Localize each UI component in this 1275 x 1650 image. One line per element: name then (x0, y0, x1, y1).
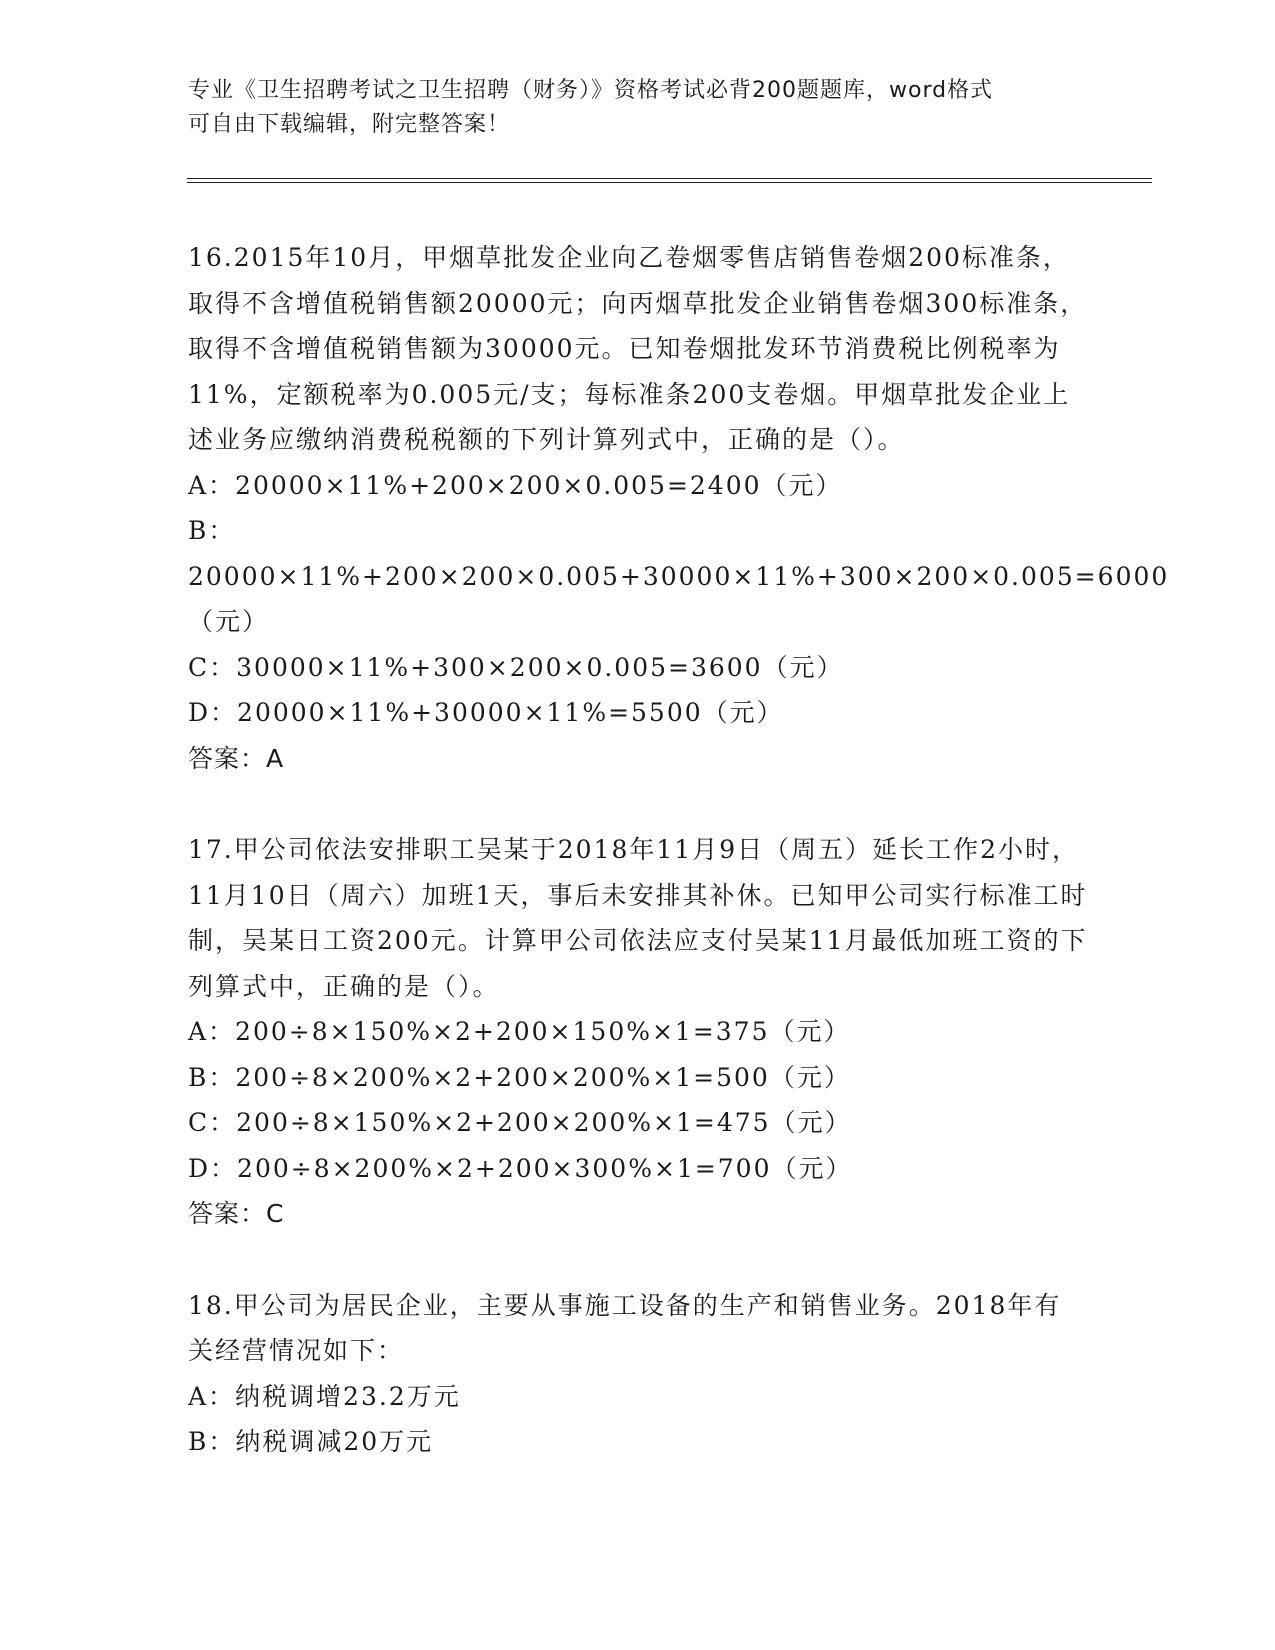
option-a: A：纳税调增23.2万元 (188, 1381, 461, 1411)
option-c: C：30000×11%+300×200×0.005=3600（元） (188, 652, 844, 682)
option-b: B：200÷8×200%×2+200×200%×1=500（元） (188, 1062, 851, 1092)
answer: 答案：A (188, 743, 285, 773)
option-a: A：20000×11%+200×200×0.005=2400（元） (188, 470, 843, 500)
option-d: D：20000×11%+30000×11%=5500（元） (188, 698, 784, 727)
question-stem: 16.2015年10月，甲烟草批发企业向乙卷烟零售店销售卷烟200标准条，取得不含增值税销售额20000元；向丙烟草批发企业销售卷烟300标准条，取得不含增值税销售额为30000元。已知卷烟批发环节消费税比例税率为11%，定额税率为0.005元/支；每标准条200支卷烟。甲烟草批发企业上述业务应缴纳消费税税额的下列计算列式中，正确的是（）。 (188, 243, 1088, 454)
header-divider (187, 178, 1152, 183)
question-17 (188, 827, 1088, 1237)
document-header (188, 74, 1088, 142)
option-b: B：纳税调减20万元 (188, 1427, 434, 1456)
question-16 (188, 235, 1170, 781)
question-stem: 17.甲公司依法安排职工吴某于2018年11月9日（周五）延长工作2小时，11月10日（周六）加班1天，事后未安排其补休。已知甲公司实行标准工时制，吴某日工资200元。计算甲公司依法应支付吴某11月最低加班工资的下列算式中，正确的是（）。 (188, 835, 1088, 1001)
answer: 答案：C (188, 1199, 285, 1228)
option-c: C：200÷8×150%×2+200×200%×1=475（元） (188, 1108, 852, 1137)
option-d: D：200÷8×200%×2+200×300%×1=700（元） (188, 1153, 853, 1183)
option-b: B：20000×11%+200×200×0.005+30000×11%+300×200×0.005=6000（元） (188, 516, 1170, 636)
question-list (188, 235, 1170, 1511)
header-line-1: 专业《卫生招聘考试之卫生招聘（财务）》资格考试必背200题题库，word格式 (188, 78, 994, 103)
header-line-2: 可自由下载编辑，附完整答案！ (188, 112, 511, 137)
option-a: A：200÷8×150%×2+200×150%×1=375（元） (188, 1017, 851, 1046)
question-stem: 18.甲公司为居民企业，主要从事施工设备的生产和销售业务。2018年有关经营情况如下： (188, 1290, 1062, 1365)
question-18 (188, 1283, 1088, 1465)
